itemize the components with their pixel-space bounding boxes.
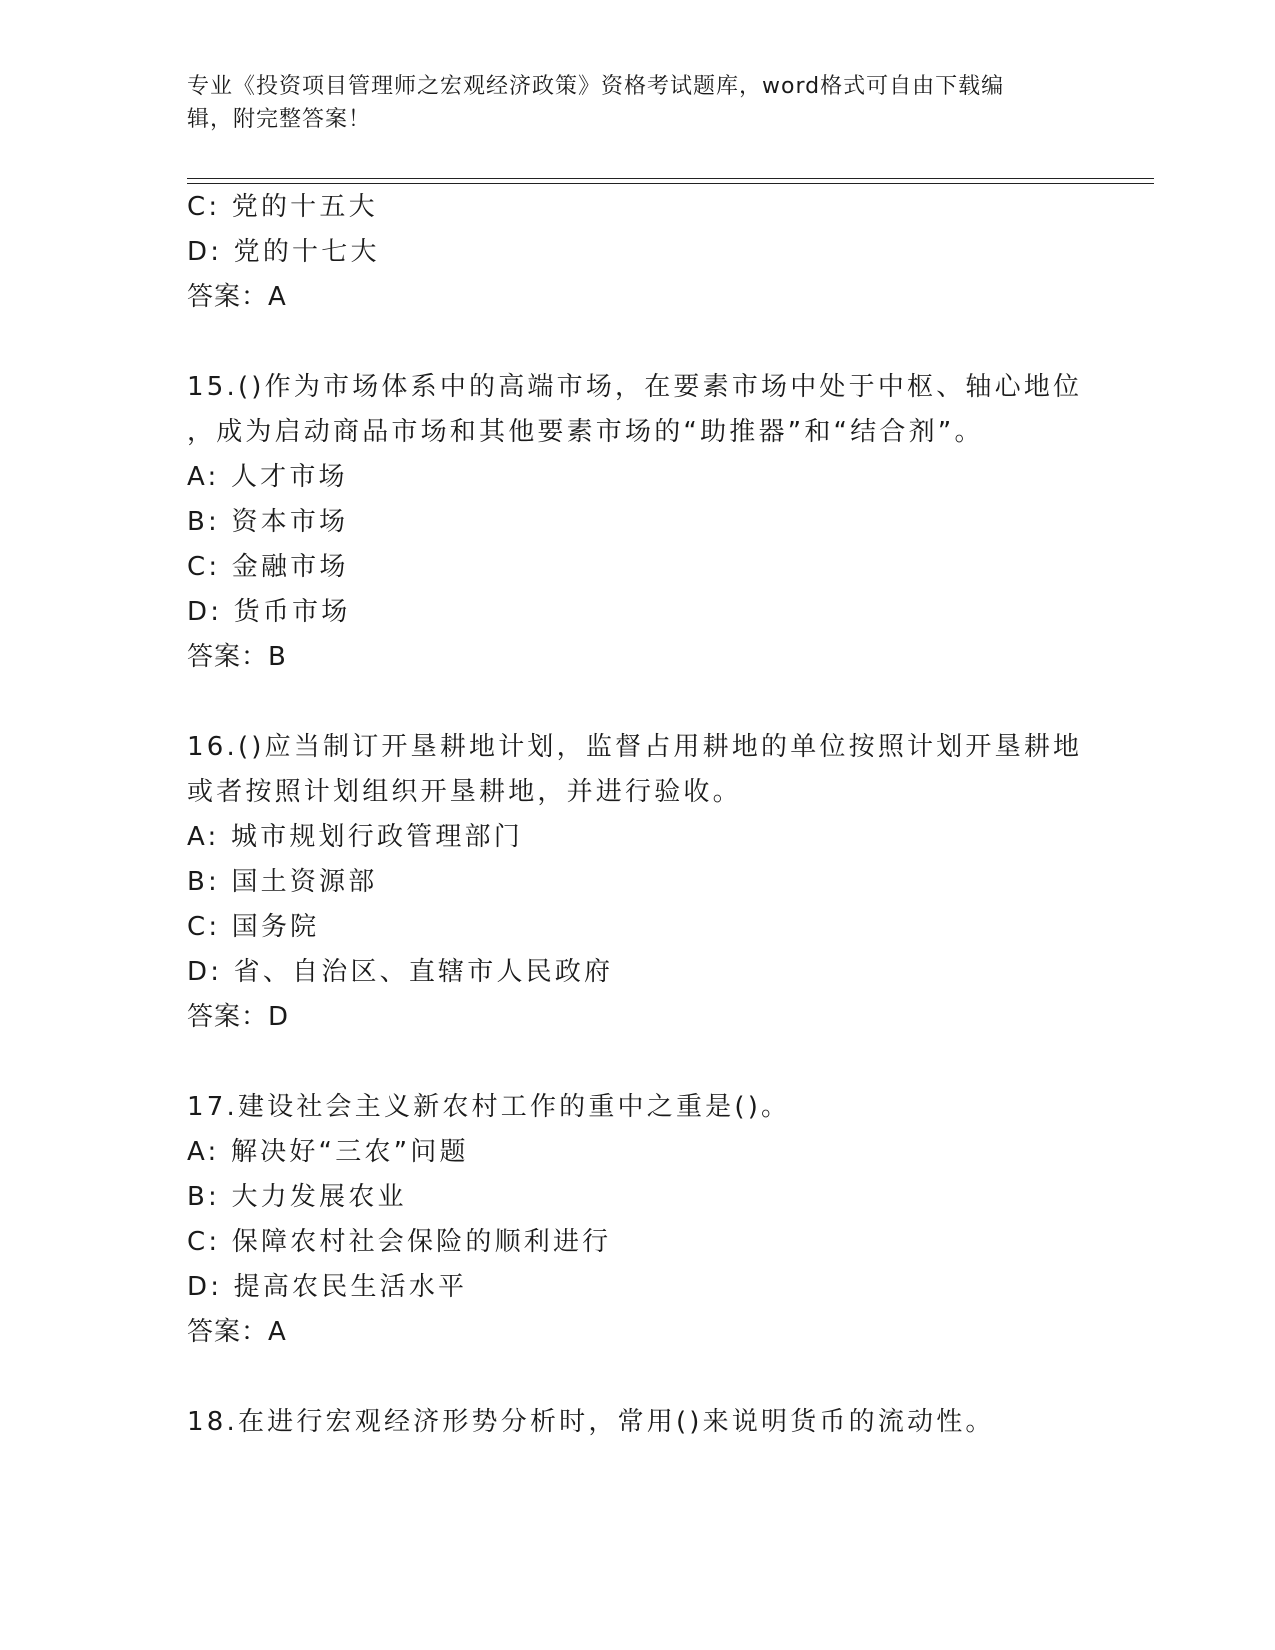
q17-answer: 答案：A xyxy=(187,1317,287,1347)
q16-answer: 答案：D xyxy=(187,1002,290,1032)
q18-stem-line-1: 18.在进行宏观经济形势分析时，常用()来说明货币的流动性。 xyxy=(187,1407,995,1437)
q16-option-a: A: 城市规划行政管理部门 xyxy=(187,822,523,852)
header-line-1: 专业《投资项目管理师之宏观经济政策》资格考试题库，word格式可自由下载编 xyxy=(187,74,1005,99)
q14-option-d: D: 党的十七大 xyxy=(187,237,380,267)
q17-option-d: D: 提高农民生活水平 xyxy=(187,1272,468,1302)
q15-option-b: B: 资本市场 xyxy=(187,507,349,537)
q14-answer: 答案：A xyxy=(187,282,287,312)
q15-answer: 答案：B xyxy=(187,642,287,672)
q15-option-c: C: 金融市场 xyxy=(187,552,349,582)
header-divider-top xyxy=(187,178,1154,179)
q14-option-c: C: 党的十五大 xyxy=(187,192,378,222)
q16-stem-line-1: 16.()应当制订开垦耕地计划，监督占用耕地的单位按照计划开垦耕地 xyxy=(187,732,1083,762)
q15-option-d: D: 货币市场 xyxy=(187,597,351,627)
q17-option-c: C: 保障农村社会保险的顺利进行 xyxy=(187,1227,612,1257)
q16-option-c: C: 国务院 xyxy=(187,912,320,942)
header-divider-bottom xyxy=(187,183,1154,184)
q17-option-a: A: 解决好“三农”问题 xyxy=(187,1137,469,1167)
q17-stem-line-1: 17.建设社会主义新农村工作的重中之重是()。 xyxy=(187,1092,791,1122)
q17-option-b: B: 大力发展农业 xyxy=(187,1182,407,1212)
header-line-2: 辑，附完整答案！ xyxy=(187,107,372,132)
q15-stem-line-2: ，成为启动商品市场和其他要素市场的“助推器”和“结合剂”。 xyxy=(187,417,984,447)
q16-option-d: D: 省、自治区、直辖市人民政府 xyxy=(187,957,614,987)
document-header xyxy=(187,70,1087,136)
q15-stem-line-1: 15.()作为市场体系中的高端市场，在要素市场中处于中枢、轴心地位 xyxy=(187,372,1083,402)
q15-option-a: A: 人才市场 xyxy=(187,462,348,492)
q16-stem-line-2: 或者按照计划组织开垦耕地，并进行验收。 xyxy=(187,777,742,807)
q16-option-b: B: 国土资源部 xyxy=(187,867,378,897)
